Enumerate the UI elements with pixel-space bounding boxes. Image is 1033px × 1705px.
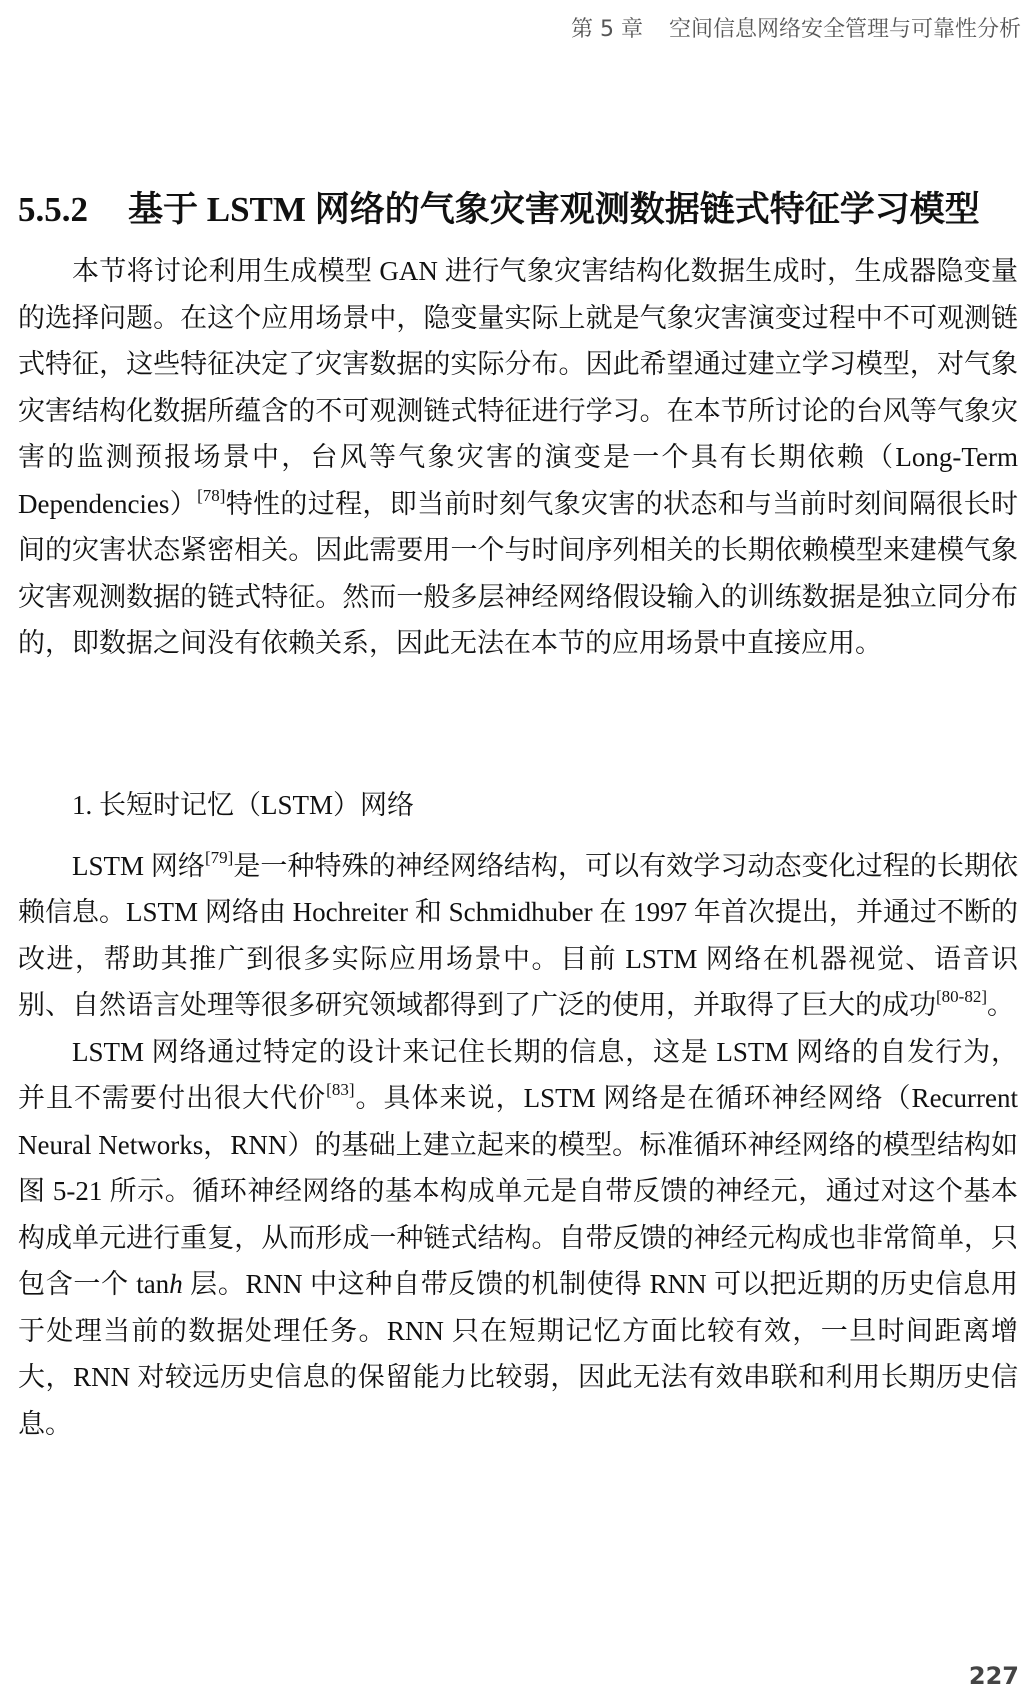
paragraph-1 [18,248,1018,667]
italic-h: h [169,1269,183,1299]
citation-80-82: [80-82] [936,987,987,1007]
chapter-title: 空间信息网络安全管理与可靠性分析 [668,17,1021,42]
paragraph-2 [18,843,1018,1029]
page-number: 227 [968,1662,1019,1690]
chapter-number: 第 5 章 [571,17,643,42]
citation-78: [78] [197,485,226,505]
paragraph-2-text-c: 。 [986,990,1014,1020]
paragraph-3-text-b: 。具体来说，LSTM 网络是在循环神经网络（Recurrent Neural Networks，RNN）的基础上建立起来的模型。标准循环神经网络的模型结构如图 5-21 所示。循环神经网络的基本构成单元是自带反馈的神经元，通过对这个基本构成单元进行重复，从而形成一种链式结构。自带反馈的神经元构成也非常简单，只包含一个 tan [18,1083,1018,1299]
paragraph-2-text-b: 是一种特殊的神经网络结构，可以有效学习动态变化过程的长期依赖信息。LSTM 网络由 Hochreiter 和 Schmidhuber 在 1997 年首次提出，并通过不断的改进，帮助其推广到很多实际应用场景中。目前 LSTM 网络在机器视觉、语音识别、自然语言处理等很多研究领域都得到了广泛的使用，并取得了巨大的成功 [18,850,1018,1020]
paragraph-1-text-a: 本节将讨论利用生成模型 GAN 进行气象灾害结构化数据生成时，生成器隐变量的选择问题。在这个应用场景中，隐变量实际上就是气象灾害演变过程中不可观测链式特征，这些特征决定了灾害数据的实际分布。因此希望通过建立学习模型，对气象灾害结构化数据所蕴含的不可观测链式特征进行学习。在本节所讨论的台风等气象灾害的监测预报场景中，台风等气象灾害的演变是一个具有长期依赖（Long-Term Dependencies） [18,256,1018,519]
citation-79: [79] [204,847,234,867]
paragraph-3-text-a: LSTM 网络通过特定的设计来记住长期的信息，这是 LSTM 网络的自发行为，并且不需要付出很大代价 [18,1036,1018,1113]
header-rule [0,52,1033,54]
paragraph-3 [18,1029,1018,1448]
section-title-text: 基于 LSTM 网络的气象灾害观测数据链式特征学习模型 [128,190,980,229]
section-number: 5.5.2 [18,190,88,229]
running-header [571,12,1021,43]
subheading-lstm: 1. 长短时记忆（LSTM）网络 [72,790,415,820]
body-text-block-2 [18,782,1018,1447]
body-text-block-1 [18,248,1018,667]
citation-83: [83] [326,1080,355,1100]
paragraph-3-text-c: 层。RNN 中这种自带反馈的机制使得 RNN 可以把近期的历史信息用于处理当前的数据处理任务。RNN 只在短期记忆方面比较有效，一旦时间距离增大，RNN 对较远历史信息的保留能力比较弱，因此无法有效串联和利用长期历史信息。 [18,1269,1018,1439]
section-heading [18,182,1018,232]
paragraph-2-text-a: LSTM 网络 [72,850,205,881]
paragraph-1-text-b: 特性的过程，即当前时刻气象灾害的状态和与当前时刻间隔很长时间的灾害状态紧密相关。因此需要用一个与时间序列相关的长期依赖模型来建模气象灾害观测数据的链式特征。然而一般多层神经网络假设输入的训练数据是独立同分布的，即数据之间没有依赖关系，因此无法在本节的应用场景中直接应用。 [18,488,1018,658]
